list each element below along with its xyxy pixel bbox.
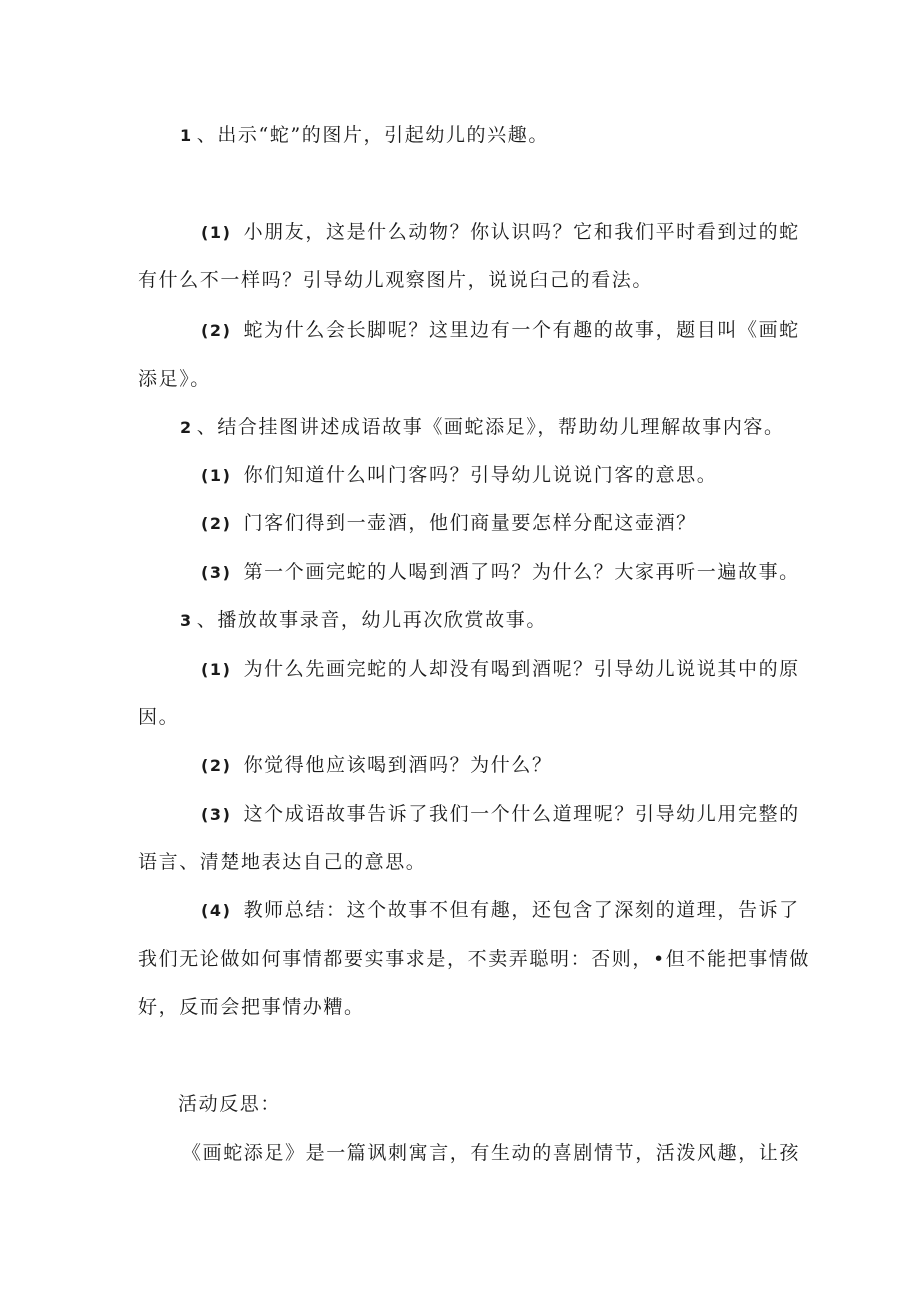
list-item: (1) 你们知道什么叫门客吗？引导幼儿说说门客的意思。: [201, 464, 718, 486]
list-item-continuation: 因。: [138, 706, 180, 728]
list-item: (2) 你觉得他应该喝到酒吗？为什么？: [201, 754, 553, 776]
list-item-continuation: 语言、清楚地表达自己的意思。: [138, 851, 427, 873]
list-item: (2) 蛇为什么会长脚呢？这里边有一个有趣的故事，题目叫《画蛇: [201, 319, 800, 341]
list-item-continuation: 添足》。: [138, 368, 211, 390]
list-item-continuation: 好，反而会把事情办糟。: [138, 996, 365, 1018]
list-item: (2) 门客们得到一壶酒，他们商量要怎样分配这壶酒？: [201, 512, 697, 534]
list-item: (1) 小朋友，这是什么动物？你认识吗？它和我们平时看到过的蛇: [201, 221, 800, 243]
list-item: (3) 这个成语故事告诉了我们一个什么道理呢？引导幼儿用完整的: [201, 803, 800, 825]
section-heading: 1 、出示“蛇”的图片，引起幼儿的兴趣。: [180, 124, 549, 146]
section-heading: 2 、结合挂图讲述成语故事《画蛇添足》，帮助幼儿理解故事内容。: [180, 416, 785, 438]
section-heading: 3 、播放故事录音，幼儿再次欣赏故事。: [180, 609, 547, 631]
list-item-continuation: 有什么不一样吗？引导幼儿观察图片，说说臼己的看法。: [138, 269, 654, 291]
reflection-text: 《画蛇添足》是一篇讽刺寓言，有生动的喜剧情节，活泼风趣，让孩: [182, 1142, 801, 1164]
list-item: (4) 教师总结：这个故事不但有趣，还包含了深刻的道理，告诉了: [201, 899, 800, 921]
reflection-heading: 活动反思：: [178, 1093, 282, 1115]
list-item: (1) 为什么先画完蛇的人却没有喝到酒呢？引导幼儿说说其中的原: [201, 658, 800, 680]
list-item-continuation: 我们无论做如何事情都要实事求是，不卖弄聪明：否则，•但不能把事情做: [138, 948, 811, 970]
list-item: (3) 第一个画完蛇的人喝到酒了吗？为什么？大家再听一遍故事。: [201, 561, 800, 583]
